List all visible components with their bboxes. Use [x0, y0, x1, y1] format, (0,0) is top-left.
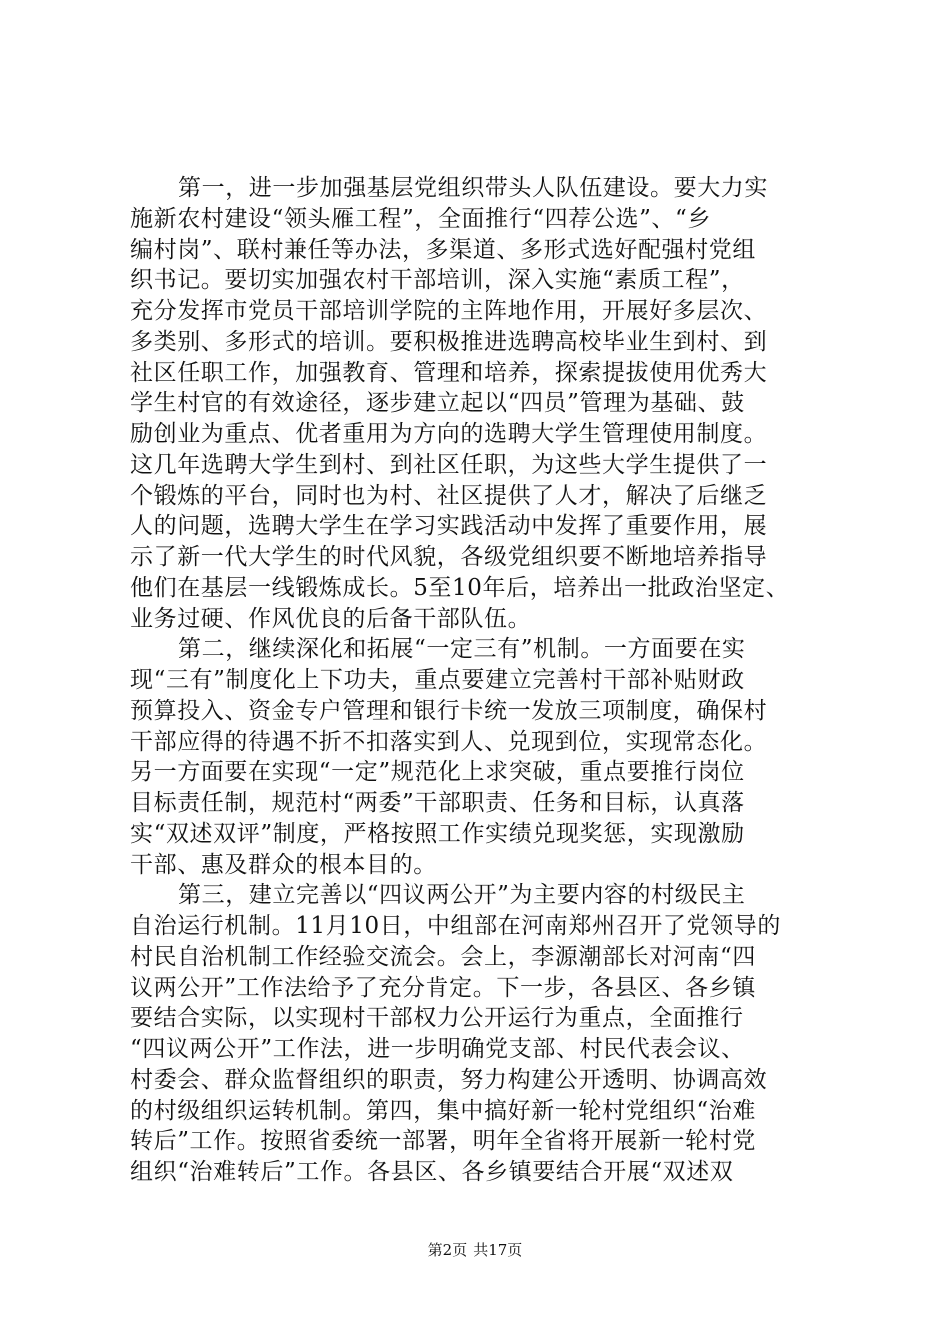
text-line: 干部应得的待遇不折不扣落实到人、兑现到位，实现常态化。	[130, 728, 768, 755]
text-line: 充分发挥市党员干部培训学院的主阵地作用，开展好多层次、	[130, 298, 768, 324]
text-line: “四议两公开”工作法，进一步明确党支部、村民代表会议、	[130, 1036, 745, 1062]
text-line: 第三，建立完善以“四议两公开”为主要内容的村级民主	[178, 882, 746, 909]
text-line: 自治运行机制。11月10日，中组部在河南郑州召开了党领导的	[130, 913, 781, 939]
text-line: 编村岗”、联村兼任等办法，多渠道、多形式选好配强村党组	[130, 236, 756, 263]
text-line: 个锻炼的平台，同时也为村、社区提供了人才，解决了后继乏	[130, 482, 768, 509]
text-line: 学生村官的有效途径，逐步建立起以“四员”管理为基础、鼓	[130, 390, 745, 417]
text-line: 他们在基层一线锻炼成长。5至10年后，培养出一批政治坚定、	[130, 574, 790, 601]
text-line: 转后”工作。按照省委统一部署，明年全省将开展新一轮村党	[130, 1128, 756, 1155]
text-line: 的村级组织运转机制。第四，集中搞好新一轮村党组织“治难	[130, 1097, 756, 1124]
text-line: 目标责任制，规范村“两委”干部职责、任务和目标，认真落	[130, 790, 745, 816]
text-line: 另一方面要在实现“一定”规范化上求突破，重点要推行岗位	[130, 759, 745, 786]
text-line: 村民自治机制工作经验交流会。会上，李源潮部长对河南“四	[130, 943, 756, 970]
text-line: 这几年选聘大学生到村、到社区任职，为这些大学生提供了一	[130, 451, 768, 478]
text-line: 示了新一代大学生的时代风貌，各级党组织要不断地培养指导	[130, 544, 768, 570]
text-line: 干部、惠及群众的根本目的。	[130, 851, 437, 878]
text-line: 社区任职工作，加强教育、管理和培养，探索提拔使用优秀大	[130, 359, 768, 386]
text-line: 施新农村建设“领头雁工程”，全面推行“四荐公选”、“乡	[130, 205, 711, 232]
page-number-total: 共17页	[473, 1241, 523, 1259]
text-line: 第二，继续深化和拓展“一定三有”机制。一方面要在实	[178, 636, 746, 663]
text-line: 业务过硬、作风优良的后备干部队伍。	[130, 605, 532, 632]
text-line: 预算投入、资金专户管理和银行卡统一发放三项制度，确保村	[130, 697, 768, 724]
text-line: 议两公开”工作法给予了充分肯定。下一步，各县区、各乡镇	[130, 974, 756, 1001]
text-line: 多类别、多形式的培训。要积极推进选聘高校毕业生到村、到	[130, 328, 768, 355]
text-line: 人的问题，选聘大学生在学习实践活动中发挥了重要作用，展	[130, 513, 768, 540]
text-line: 实“双述双评”制度，严格按照工作实绩兑现奖惩，实现激励	[130, 820, 745, 847]
body-text	[130, 173, 850, 1188]
text-line: 村委会、群众监督组织的职责，努力构建公开透明、协调高效	[130, 1066, 768, 1093]
page-footer	[0, 1240, 950, 1260]
page-number-current: 第2页	[427, 1241, 468, 1259]
text-line: 要结合实际，以实现村干部权力公开运行为重点，全面推行	[130, 1005, 744, 1032]
text-line: 现“三有”制度化上下功夫，重点要建立完善村干部补贴财政	[130, 667, 745, 693]
text-line: 组织“治难转后”工作。各县区、各乡镇要结合开展“双述双	[130, 1159, 734, 1185]
text-line: 励创业为重点、优者重用为方向的选聘大学生管理使用制度。	[130, 421, 768, 447]
text-line: 织书记。要切实加强农村干部培训，深入实施“素质工程”，	[130, 267, 745, 294]
text-line: 第一，进一步加强基层党组织带头人队伍建设。要大力实	[178, 175, 768, 201]
